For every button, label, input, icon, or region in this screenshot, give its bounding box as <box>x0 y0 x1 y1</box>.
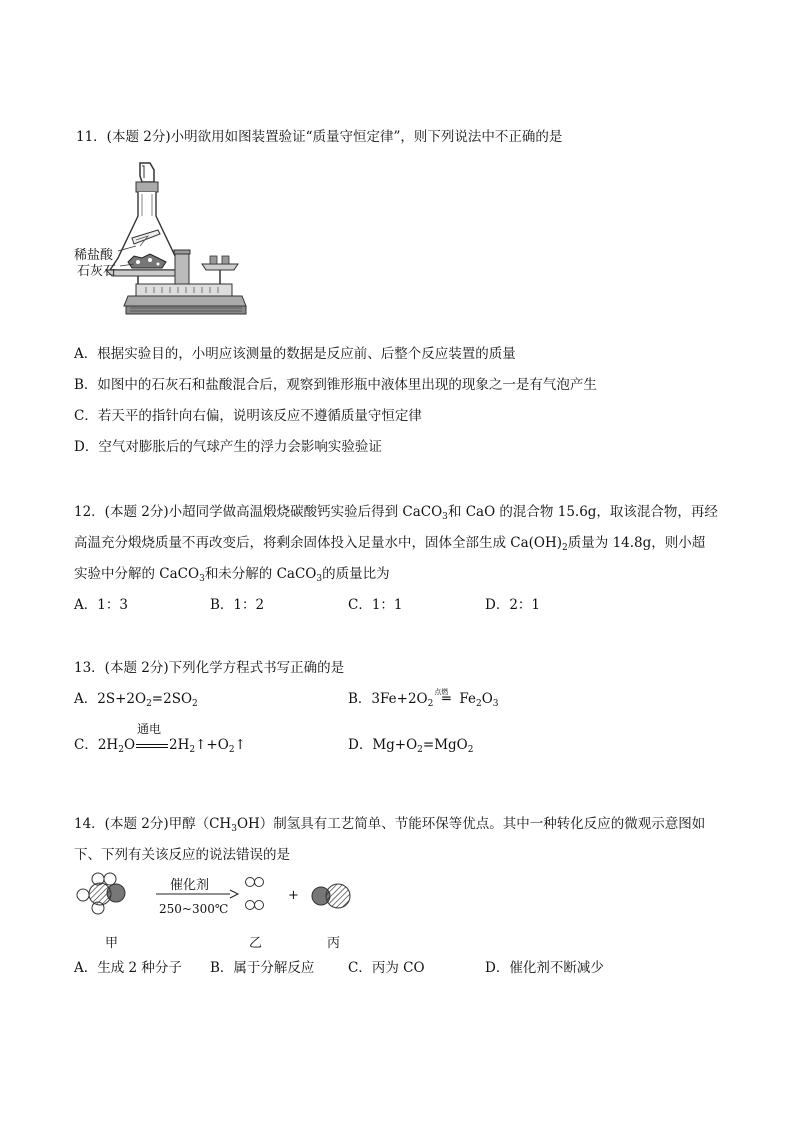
hydrogen-molecule-icon <box>246 878 264 910</box>
label-jia: 甲 <box>105 936 119 951</box>
q14-reaction-diagram <box>70 868 370 928</box>
label-limestone: 石灰石 <box>77 264 117 279</box>
carbon-monoxide-molecule-icon <box>312 884 350 908</box>
plus-sign: + <box>288 888 299 903</box>
q13-option-c[interactable]: C．$2H_2O$ 通电 $2H_2↑+O_2↑$ <box>74 722 246 755</box>
q13-option-d[interactable]: D．$Mg+O_2=MgO_2$ <box>348 737 474 755</box>
q12-option-d[interactable]: D．2：1 <box>485 597 541 613</box>
temperature-label: 250~300℃ <box>159 902 229 916</box>
label-bing: 丙 <box>327 936 341 951</box>
electrolysis-condition-arrow: 通电 <box>135 735 169 755</box>
q12-stem-line1: 12．(本题 2分)小超同学做高温煅烧碳酸钙实验后得到 CaCO$_3$和 CaO 的混合物 15.6g，取该混合物，再经 <box>74 504 718 522</box>
q11-stem: 11．(本题 2分)小明欲用如图装置验证“质量守恒定律”，则下列说法中不正确的是 <box>76 129 563 145</box>
q11-balance-figure <box>70 158 250 328</box>
label-yi: 乙 <box>249 936 263 951</box>
q11-option-a[interactable]: A．根据实验目的，小明应该测量的数据是反应前、后整个反应装置的质量 <box>74 346 516 362</box>
q12-option-a[interactable]: A．1：3 <box>74 597 128 613</box>
q12-option-c[interactable]: C．1：1 <box>348 597 403 613</box>
q11-option-b[interactable]: B．如图中的石灰石和盐酸混合后，观察到锥形瓶中液体里出现的现象之一是有气泡产生 <box>74 377 597 393</box>
q14-option-b[interactable]: B．属于分解反应 <box>210 960 315 976</box>
q14-stem-line1: 14．(本题 2分)甲醇$(CH_3OH)$制氢具有工艺简单、节能环保等优点。其中一种转化反应的微观示意图如 <box>74 816 706 834</box>
q13-option-b[interactable]: B．$3Fe+2O_2$ 点燃 ═ $Fe_2O_3$ <box>348 688 499 709</box>
label-dilute-acid: 稀盐酸 <box>74 248 114 263</box>
burn-condition-arrow: 点燃 ═ <box>434 688 451 707</box>
q13-stem: 13．(本题 2分)下列化学方程式书写正确的是 <box>74 660 345 676</box>
q11-option-d[interactable]: D．空气对膨胀后的气球产生的浮力会影响实验验证 <box>74 439 382 455</box>
q14-option-c[interactable]: C．丙为 CO <box>348 960 425 976</box>
q13-option-a[interactable]: A．$2S+2O_2=2SO_2$ <box>74 691 198 709</box>
q11-option-c[interactable]: C．若天平的指针向右偏，说明该反应不遵循质量守恒定律 <box>74 408 422 424</box>
q14-option-d[interactable]: D．催化剂不断减少 <box>485 960 604 976</box>
catalyst-label: 催化剂 <box>170 878 210 893</box>
q14-stem-line2: 下、下列有关该反应的说法错误的是 <box>74 847 290 863</box>
q14-option-a[interactable]: A．生成 2 种分子 <box>74 960 182 976</box>
methanol-molecule-icon <box>77 873 125 914</box>
q12-stem-line3: 实验中分解的 CaCO$_3$和未分解的 CaCO$_3$的质量比为 <box>74 566 390 584</box>
q12-option-b[interactable]: B．1：2 <box>210 597 265 613</box>
q12-stem-line2: 高温充分煅烧质量不再改变后，将剩余固体投入足量水中，固体全部生成 $Ca(OH)_2$质量为 14.8g，则小超 <box>74 535 706 553</box>
